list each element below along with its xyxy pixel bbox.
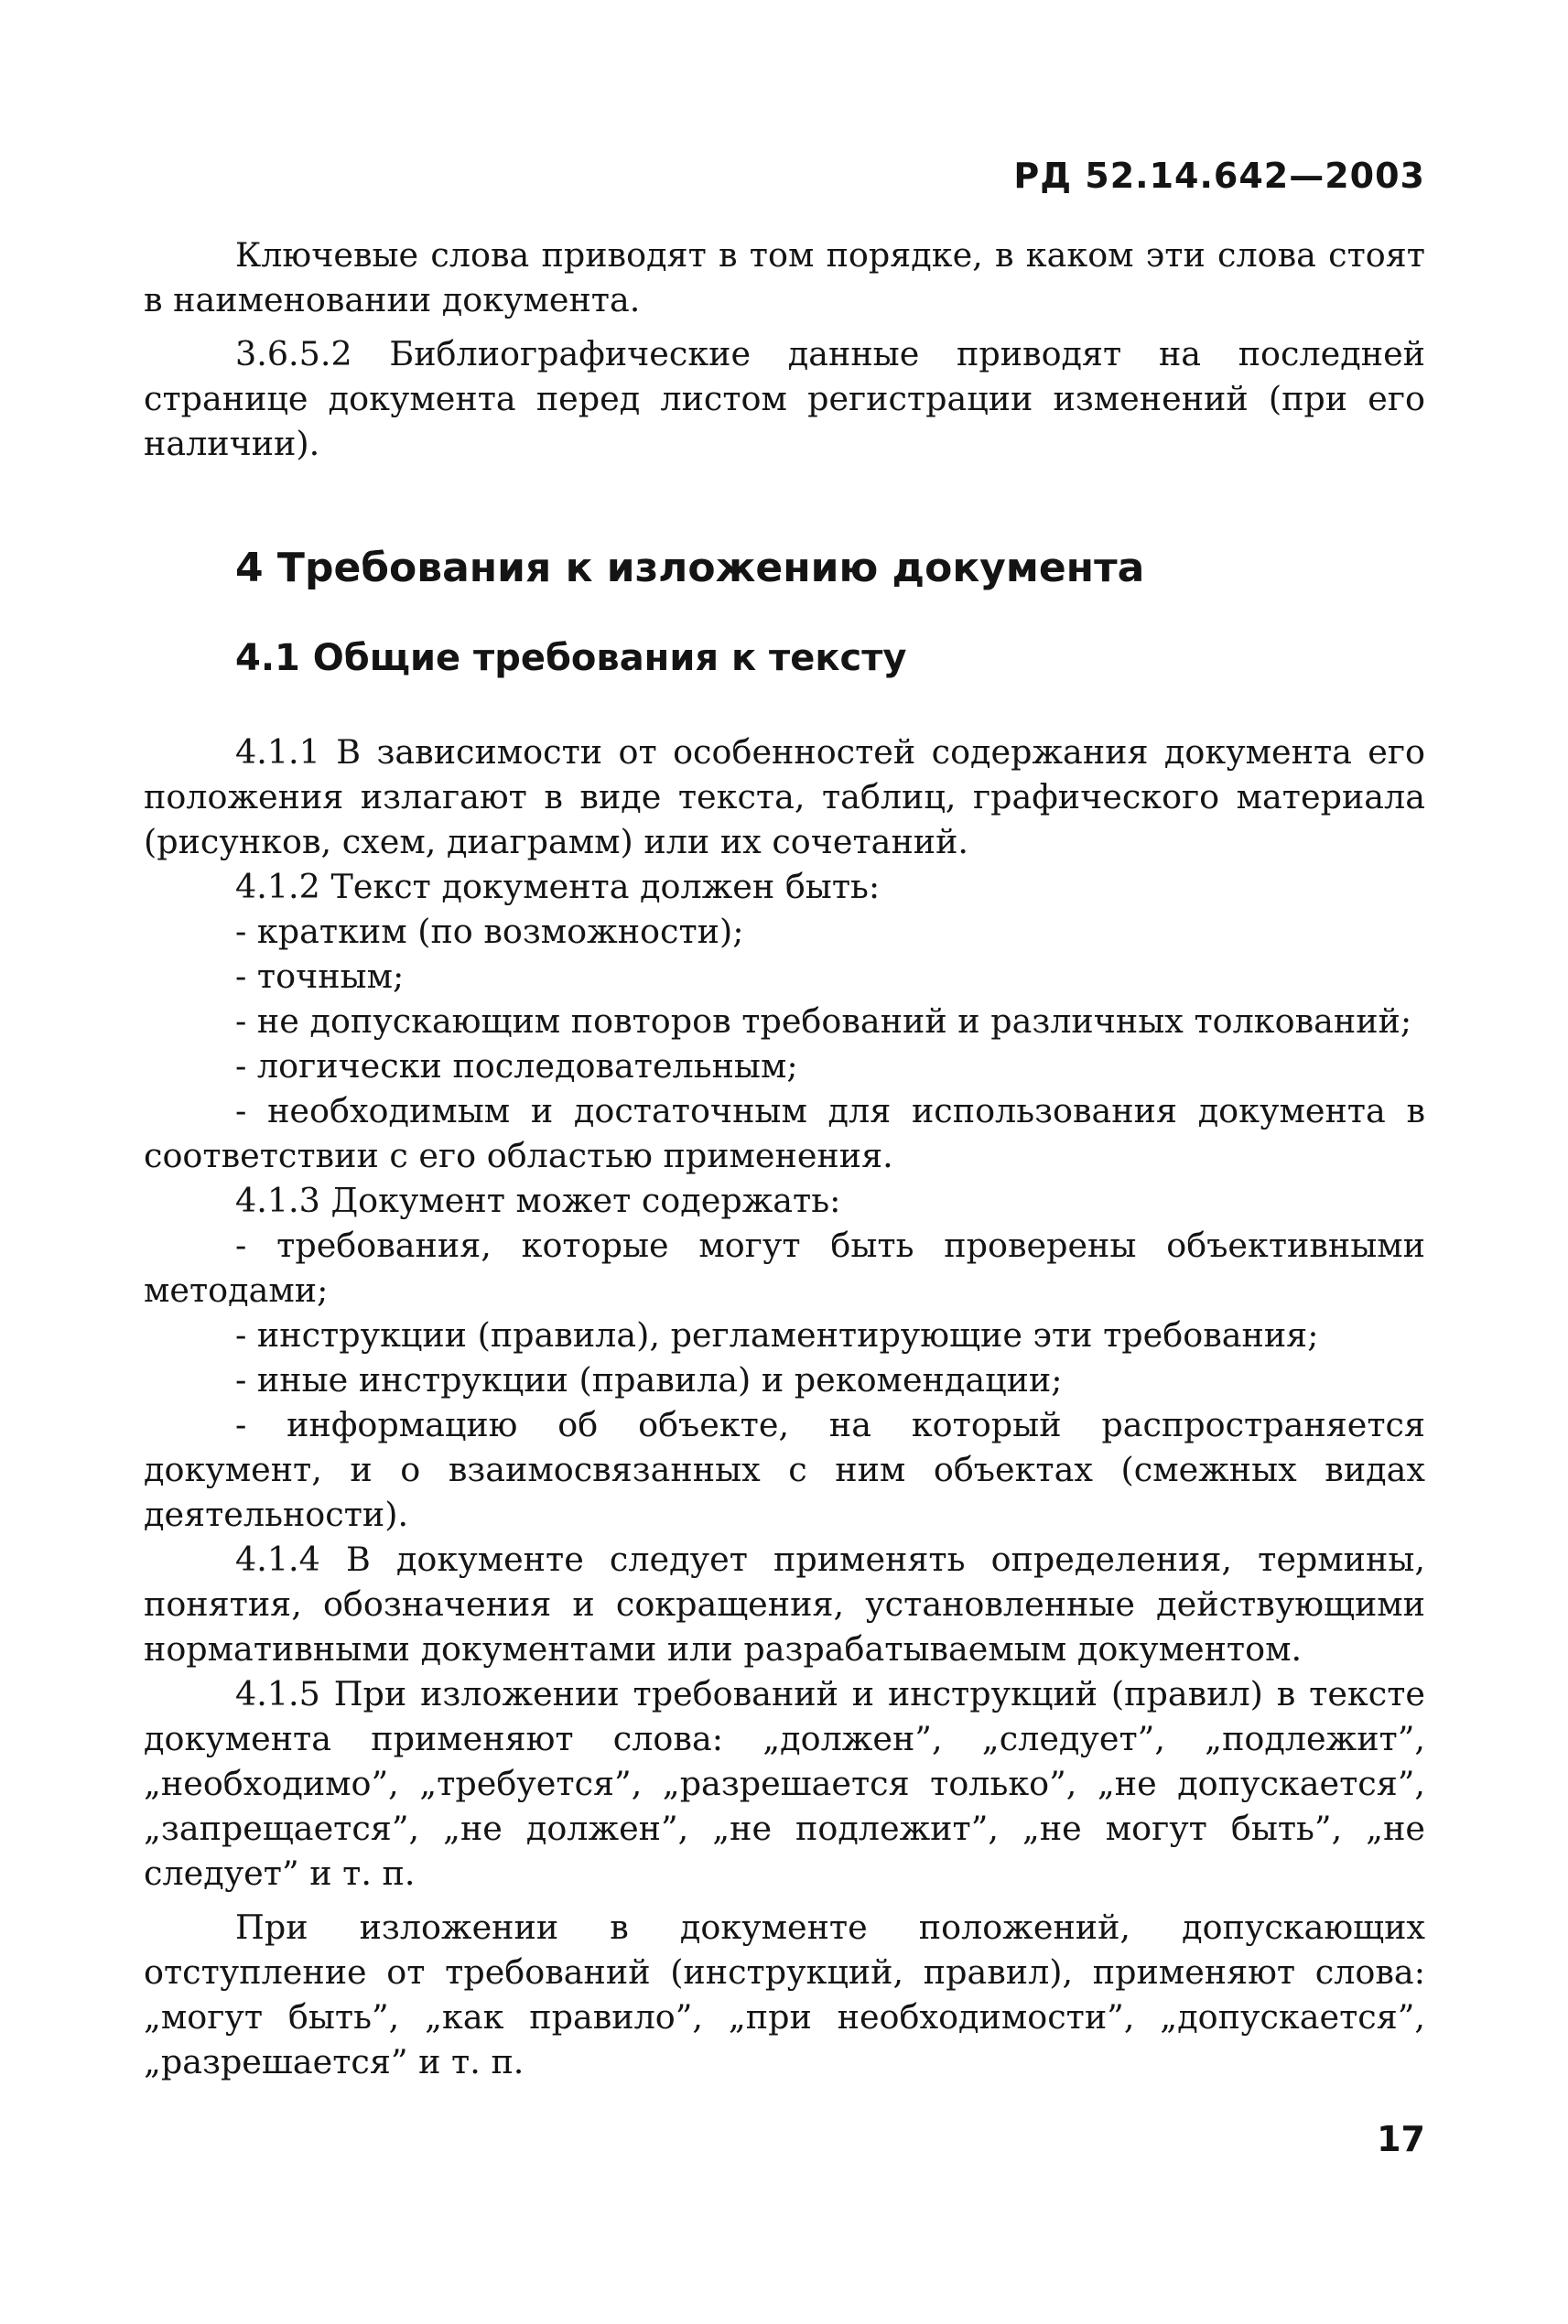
paragraph-4-1-5: 4.1.5 При изложении требований и инструкций (правил) в тексте документа применяют слова: „должен”, „следует”, „подлежит”, „необходимо”, „требуется”, „разрешается только”, „не допускается”, „запрещается”, „не должен”, „не подлежит”, „не могут быть”, „не следует” и т. п. bbox=[144, 1674, 1425, 1893]
paragraph-keywords: Ключевые слова приводят в том порядке, в каком эти слова стоят в наименовании документа. bbox=[144, 235, 1425, 319]
paragraph-4-1-3: 4.1.3 Документ может содержать: bbox=[235, 1181, 841, 1220]
document-code-header: РД 52.14.642—2003 bbox=[1013, 156, 1425, 196]
list-item: - точным; bbox=[235, 957, 405, 996]
paragraph-3-6-5-2: 3.6.5.2 Библиографические данные приводят на последней странице документа перед листом регистрации изменений (при его наличии). bbox=[144, 334, 1425, 463]
list-4-1-2 bbox=[144, 909, 1425, 1178]
list-item: - иные инструкции (правила) и рекомендации; bbox=[235, 1360, 1063, 1400]
paragraph-4-1-1: 4.1.1 В зависимости от особенностей содержания документа его положения излагают в виде текста, таблиц, графического материала (рисунков, схем, диаграмм) или их сочетаний. bbox=[144, 732, 1425, 861]
document-page bbox=[144, 156, 1425, 2084]
list-4-1-3 bbox=[144, 1223, 1425, 1537]
list-item: - необходимым и достаточным для использования документа в соответствии с его областью применения. bbox=[144, 1091, 1425, 1175]
list-item: - не допускающим повторов требований и различных толкований; bbox=[235, 1001, 1412, 1041]
list-item: - инструкции (правила), регламентирующие эти требования; bbox=[235, 1315, 1319, 1355]
list-item: - информацию об объекте, на который распространяется документ, и о взаимосвязанных с ним объектах (смежных видах деятельности). bbox=[144, 1405, 1425, 1534]
page-number: 17 bbox=[1377, 2119, 1425, 2159]
section-title: 4 Требования к изложению документа bbox=[235, 545, 1145, 591]
list-item: - логически последовательным; bbox=[235, 1046, 798, 1086]
list-item: - требования, которые могут быть проверены объективными методами; bbox=[144, 1226, 1425, 1310]
paragraph-deviations: При изложении в документе положений, допускающих отступление от требований (инструкций, правил), применяют слова: „могут быть”, „как правило”, „при необходимости”, „допускается”, „разрешается” и т. п. bbox=[144, 1908, 1425, 2081]
paragraph-4-1-4: 4.1.4 В документе следует применять определения, термины, понятия, обозначения и сокращения, установленные действующими нормативными документами или разрабатываемым документом. bbox=[144, 1540, 1425, 1669]
list-item: - кратким (по возможности); bbox=[235, 912, 744, 951]
subsection-title: 4.1 Общие требования к тексту bbox=[235, 637, 907, 679]
paragraph-4-1-2: 4.1.2 Текст документа должен быть: bbox=[235, 867, 881, 906]
